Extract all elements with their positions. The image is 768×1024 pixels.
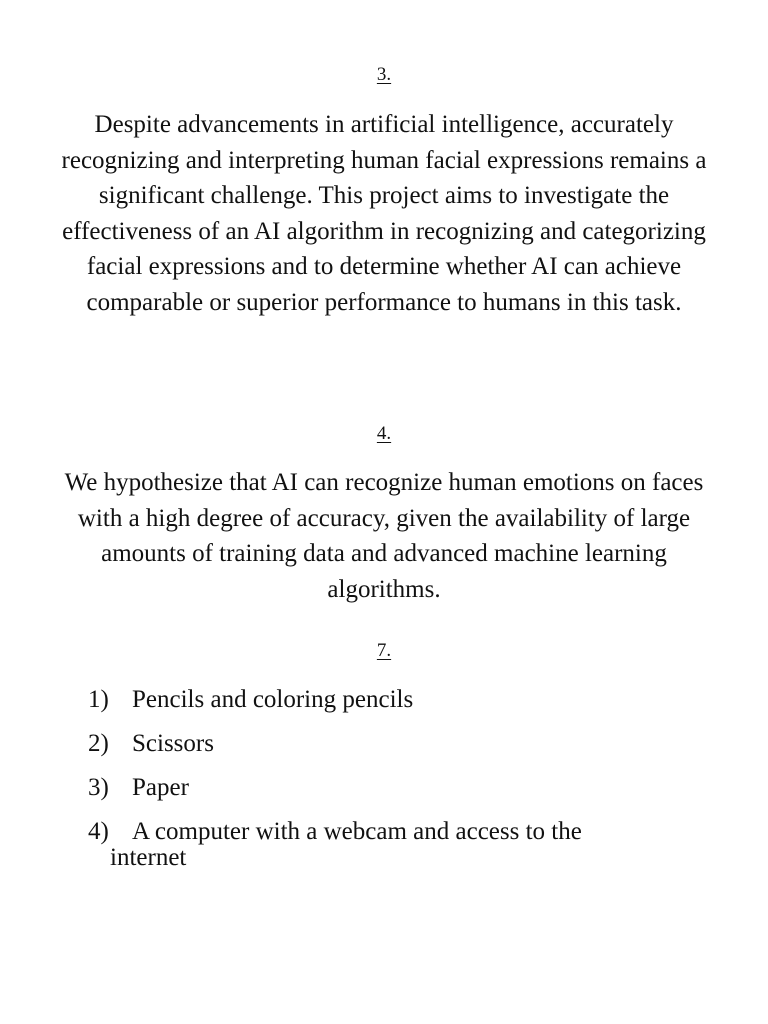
list-item bbox=[88, 687, 708, 713]
section-3-paragraph: Despite advancements in artificial intelligence, accurately recognizing and interpreting human facial expressions remains a significant challenge. This project aims to investigate the effectiveness of an AI algorithm in recognizing and categorizing facial expressions and to determine whether AI can achieve comparable or superior performance to humans in this task. bbox=[61, 111, 707, 316]
list-item-number: 1) bbox=[88, 686, 109, 713]
materials-list bbox=[88, 687, 708, 889]
list-item bbox=[88, 775, 708, 801]
section-7-heading: 7. bbox=[376, 640, 392, 661]
list-item-text: Scissors bbox=[132, 730, 214, 757]
list-item-continuation: internet bbox=[110, 844, 187, 871]
list-item bbox=[88, 819, 708, 871]
list-item-number: 4) bbox=[88, 818, 109, 845]
list-item-number: 2) bbox=[88, 730, 109, 757]
list-item-number: 3) bbox=[88, 774, 109, 801]
list-item-text: Pencils and coloring pencils bbox=[132, 686, 414, 713]
section-3-heading: 3. bbox=[376, 64, 392, 85]
list-item-text: Paper bbox=[132, 774, 189, 801]
list-item-text: A computer with a webcam and access to the bbox=[132, 818, 582, 845]
list-item bbox=[88, 731, 708, 757]
section-4-paragraph: We hypothesize that AI can recognize human emotions on faces with a high degree of accuracy, given the availability of large amounts of training data and advanced machine learning algorithms. bbox=[64, 469, 704, 603]
section-4-heading: 4. bbox=[376, 423, 392, 444]
